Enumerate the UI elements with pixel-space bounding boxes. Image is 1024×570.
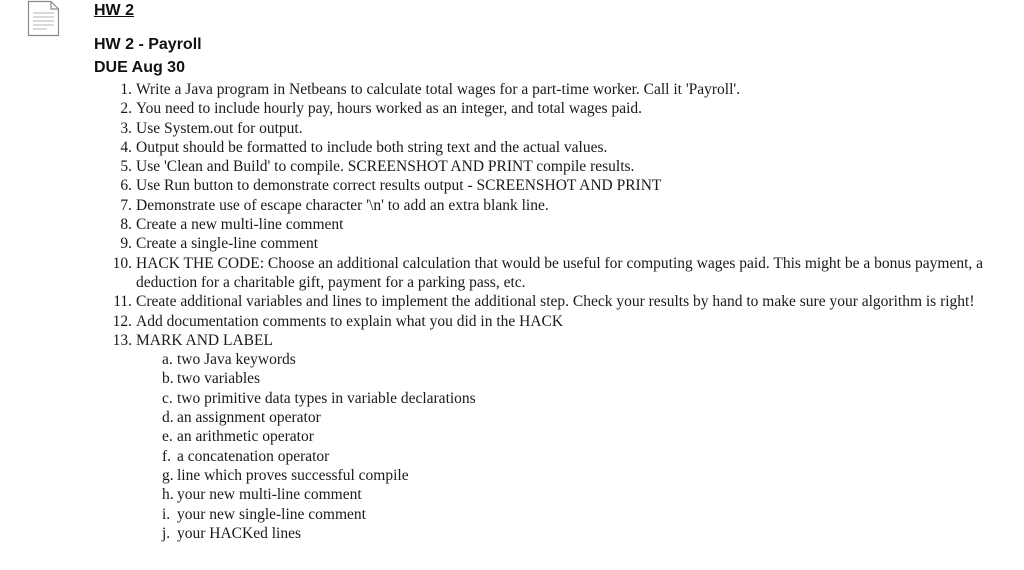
item-text: Demonstrate use of escape character '\n' to add an extra blank line.	[136, 196, 549, 214]
item-letter: b.	[162, 370, 174, 388]
instruction-list	[112, 80, 1004, 543]
list-item	[120, 176, 1004, 195]
item-number: 10.	[112, 254, 132, 272]
item-letter: a.	[162, 351, 173, 369]
sub-list-item	[162, 524, 1004, 543]
item-letter: g.	[162, 466, 174, 484]
list-item	[120, 80, 1004, 99]
item-number: 13.	[112, 331, 132, 349]
item-text: two Java keywords	[177, 351, 296, 369]
sub-list-item	[162, 447, 1004, 466]
list-item	[120, 215, 1004, 234]
item-text: HACK THE CODE: Choose an additional calculation that would be useful for computing wages paid. This might be a bonus payment, a deduction for a charitable gift, payment for a parking pass, etc.	[136, 254, 984, 291]
list-item	[120, 138, 1004, 157]
sub-list-item	[162, 369, 1004, 388]
item-number: 5.	[120, 158, 132, 176]
item-number: 2.	[120, 100, 132, 118]
document-icon	[27, 0, 60, 37]
list-item	[112, 312, 1004, 331]
item-text: two primitive data types in variable declarations	[177, 389, 476, 407]
sub-list-item	[162, 466, 1004, 485]
item-number: 11.	[113, 293, 132, 311]
item-letter: f.	[162, 447, 172, 465]
sub-list-item	[162, 505, 1004, 524]
list-item	[120, 119, 1004, 138]
sub-list-item	[162, 389, 1004, 408]
list-item	[120, 157, 1004, 176]
list-item	[120, 196, 1004, 215]
item-letter: c.	[162, 389, 173, 407]
item-number: 7.	[120, 196, 132, 214]
item-letter: e.	[162, 428, 173, 446]
item-text: an assignment operator	[177, 409, 321, 427]
item-text: Write a Java program in Netbeans to calculate total wages for a part-time worker. Call it 'Payroll'.	[136, 81, 741, 98]
item-number: 6.	[120, 177, 132, 195]
mark-and-label-list	[136, 350, 1004, 543]
item-text: Use 'Clean and Build' to compile. SCREENSHOT AND PRINT compile results.	[136, 158, 635, 176]
assignment-title: HW 2 - Payroll	[94, 36, 202, 53]
item-number: 1.	[120, 81, 132, 98]
item-text: MARK AND LABEL	[136, 331, 273, 349]
item-text: Create a single-line comment	[136, 235, 319, 253]
item-letter: i.	[162, 505, 171, 523]
item-letter: j.	[162, 524, 171, 542]
item-text: You need to include hourly pay, hours worked as an integer, and total wages paid.	[136, 100, 643, 118]
item-text: Create a new multi-line comment	[136, 216, 344, 234]
item-letter: d.	[162, 409, 174, 427]
item-text: two variables	[177, 370, 261, 388]
item-number: 3.	[120, 119, 132, 137]
item-text: line which proves successful compile	[177, 466, 409, 484]
item-number: 9.	[120, 235, 132, 253]
item-text: Output should be formatted to include both string text and the actual values.	[136, 138, 608, 156]
item-number: 8.	[120, 216, 132, 234]
sub-list-item	[162, 408, 1004, 427]
list-item	[112, 254, 1004, 293]
list-item	[113, 292, 1004, 311]
assignment-link[interactable]: HW 2	[94, 2, 134, 19]
item-text: your new single-line comment	[177, 505, 366, 523]
item-text: Create additional variables and lines to implement the additional step. Check your results by hand to make sure your algorithm is right!	[136, 293, 975, 311]
list-item	[120, 234, 1004, 253]
item-text: your HACKed lines	[177, 524, 301, 542]
item-text: Use Run button to demonstrate correct results output - SCREENSHOT AND PRINT	[136, 177, 662, 195]
item-text: a concatenation operator	[177, 447, 330, 465]
item-text: your new multi-line comment	[177, 486, 362, 504]
sub-list-item	[162, 485, 1004, 504]
item-text: Use System.out for output.	[136, 119, 303, 137]
item-letter: h.	[162, 486, 174, 504]
item-number: 12.	[112, 312, 132, 330]
sub-list-item	[162, 350, 1004, 369]
item-text: an arithmetic operator	[177, 428, 314, 446]
item-number: 4.	[120, 138, 132, 156]
list-item	[112, 331, 1004, 543]
item-text: Add documentation comments to explain what you did in the HACK	[136, 312, 564, 330]
list-item	[120, 99, 1004, 118]
due-date: DUE Aug 30	[94, 59, 185, 76]
sub-list-item	[162, 427, 1004, 446]
